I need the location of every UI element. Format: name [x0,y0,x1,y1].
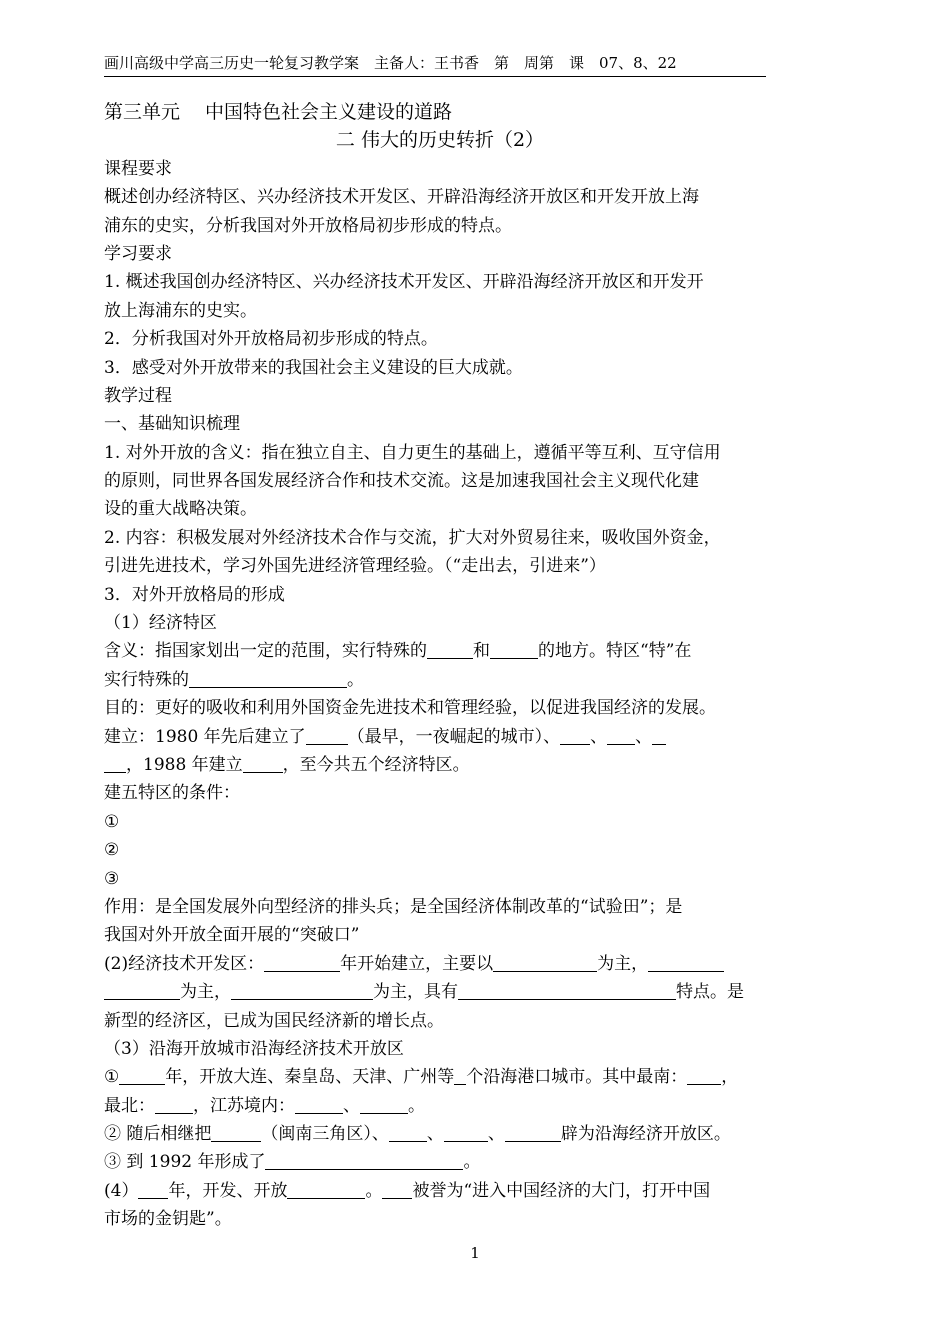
fill-blank[interactable] [264,953,340,972]
text-fragment: 年，开放大连、秦皇岛、天津、广州等 [165,1067,455,1088]
paragraph-line: 新型的经济区，已成为国民经济新的增长点。 [104,1010,444,1031]
page-header: 画川高级中学高三历史一轮复习教学案 主备人：王书香 第 周第 课 07、8、22 [104,52,766,77]
fill-blank[interactable] [243,754,283,773]
paragraph-line: 的原则，同世界各国发展经济合作和技术交流。这是加速我国社会主义现代化建 [104,471,699,492]
text-fragment: 、 [590,726,608,747]
fill-blank[interactable] [648,953,724,972]
text-fragment: ② 随后相继把 [104,1124,212,1145]
text-fragment: 辟为沿海经济开放区。 [560,1124,731,1145]
text-fragment: 被誉为“进入中国经济的大门，打开中国 [412,1180,711,1201]
fill-line [104,723,776,751]
condition-item: ① [104,811,120,832]
text-fragment: ， [721,1067,739,1088]
paragraph-line: 1. 概述我国创办经济特区、兴办经济技术开发区、开辟沿海经济开放区和开发开 [104,272,704,293]
fill-line [104,666,776,694]
fill-blank[interactable] [458,981,676,1000]
fill-line [104,950,776,978]
fill-line [104,1148,776,1176]
text-fragment: 。 [365,1180,383,1201]
paragraph-line: 设的重大战略决策。 [104,499,257,520]
fill-blank[interactable] [265,1151,463,1170]
text-fragment: 实行特殊的 [104,669,189,690]
fill-blank[interactable] [287,1180,365,1199]
text-fragment: 、 [487,1124,505,1145]
subsection-heading: （3）沿海开放城市沿海经济技术开放区 [104,1038,404,1059]
fill-blank[interactable] [687,1066,721,1085]
fill-blank[interactable] [211,1123,261,1142]
text-fragment: 含义：指国家划出一定的范围，实行特殊的 [104,641,427,662]
paragraph-line: 浦东的史实，分析我国对外开放格局初步形成的特点。 [104,215,512,236]
fill-blank[interactable] [382,1180,412,1199]
document-body [104,98,776,1234]
fill-blank[interactable] [560,726,590,745]
text-fragment: ，江苏境内： [193,1095,295,1116]
paragraph-line: 我国对外开放全面开展的“突破口” [104,925,360,946]
paragraph-line: 概述创办经济特区、兴办经济技术开发区、开辟沿海经济开放区和开发开放上海 [104,187,699,208]
paragraph-line: 1. 对外开放的含义：指在独立自主、自力更生的基础上，遵循平等互利、互守信用 [104,442,721,463]
section-heading-basic: 一、基础知识梳理 [104,414,240,435]
text-fragment: (2)经济技术开发区： [104,953,265,974]
paragraph-line: 引进先进技术，学习外国先进经济管理经验。（“走出去，引进来”） [104,556,606,577]
fill-blank[interactable] [490,640,538,659]
page-number: 1 [470,1244,480,1262]
text-fragment: 。 [347,669,364,690]
fill-blank[interactable] [444,1123,488,1142]
text-fragment: 为主，具有 [373,982,458,1003]
section-heading-course: 课程要求 [104,158,172,179]
paragraph-line: 目的：更好的吸收和利用外国资金先进技术和管理经验，以促进我国经济的发展。 [104,698,716,719]
text-fragment: 为主， [597,953,649,974]
paragraph-line: 3．对外开放格局的形成 [104,584,285,605]
fill-blank[interactable] [493,953,597,972]
text-fragment: 、 [635,726,653,747]
text-fragment: ，1988 年建立 [126,754,243,775]
text-fragment: 的地方。特区“特”在 [538,641,692,662]
section-heading-process: 教学过程 [104,385,172,406]
fill-blank[interactable] [389,1123,427,1142]
fill-blank[interactable] [505,1123,561,1142]
text-fragment: 、 [426,1124,444,1145]
text-fragment: 最北： [104,1095,155,1116]
fill-blank[interactable] [295,1095,343,1114]
fill-blank[interactable] [454,1066,466,1085]
text-fragment: 和 [473,641,490,662]
fill-blank[interactable] [427,640,473,659]
paragraph-line: 市场的金钥匙”。 [104,1209,232,1230]
text-fragment: 个沿海港口城市。其中最南： [466,1067,688,1088]
text-fragment: 年，开发、开放 [168,1180,288,1201]
fill-blank[interactable] [360,1095,408,1114]
section-heading-study: 学习要求 [104,243,172,264]
fill-blank[interactable] [104,981,180,1000]
paragraph-line: 2．分析我国对外开放格局初步形成的特点。 [104,329,438,350]
paragraph-line: 2. 内容：积极发展对外经济技术合作与交流，扩大对外贸易往来，吸收国外资金， [104,527,721,548]
text-fragment: 、 [343,1095,360,1116]
paragraph-line: 放上海浦东的史实。 [104,300,257,321]
text-fragment: ，至今共五个经济特区。 [282,754,470,775]
text-fragment: ③ 到 1992 年形成了 [104,1152,266,1173]
text-fragment: 为主， [180,982,231,1003]
text-fragment: 特点。是 [676,982,744,1003]
fill-blank[interactable] [652,726,666,745]
fill-line [104,751,776,779]
condition-item: ③ [104,868,120,889]
text-fragment: ① [104,1067,120,1088]
paragraph-line: 作用：是全国发展外向型经济的排头兵；是全国经济体制改革的“试验田”；是 [104,896,683,917]
fill-blank[interactable] [119,1066,165,1085]
subsection-heading: （1）经济特区 [104,613,217,634]
text-fragment: (4） [104,1180,139,1201]
fill-blank[interactable] [104,754,126,773]
paragraph-line: 建五特区的条件： [104,783,240,804]
text-fragment: （闽南三角区）、 [261,1124,389,1145]
fill-line [104,1092,776,1120]
text-fragment: 建立：1980 年先后建立了 [104,726,306,747]
fill-blank[interactable] [231,981,373,1000]
fill-blank[interactable] [138,1180,168,1199]
fill-line [104,637,776,665]
fill-blank[interactable] [306,726,348,745]
paragraph-line: 3．感受对外开放带来的我国社会主义建设的巨大成就。 [104,357,523,378]
fill-blank[interactable] [155,1095,193,1114]
fill-line [104,1177,776,1205]
condition-item: ② [104,840,120,861]
unit-title: 第三单元 中国特色社会主义建设的道路 [104,101,453,123]
fill-blank[interactable] [607,726,635,745]
fill-line [104,978,776,1006]
text-fragment: 。 [408,1095,425,1116]
fill-blank[interactable] [189,669,347,688]
text-fragment: 。 [463,1152,481,1173]
text-fragment: （最早，一夜崛起的城市）、 [347,726,561,747]
fill-line [104,1120,776,1148]
fill-line [104,1063,776,1091]
lesson-title: 二 伟大的历史转折（2） [335,129,545,152]
text-fragment: 年开始建立，主要以 [340,953,494,974]
